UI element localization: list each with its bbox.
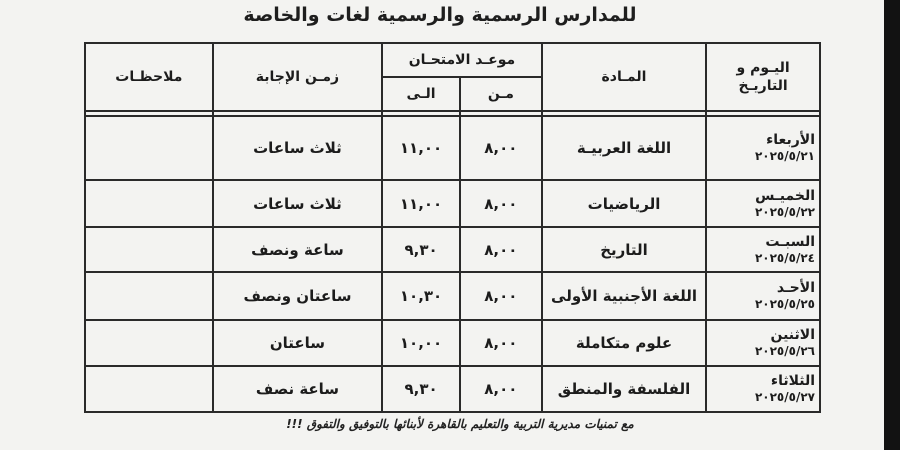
exam-date: ٢٠٢٥/٥/٢٥ xyxy=(754,297,815,312)
from-time-cell: ٨,٠٠ xyxy=(460,227,542,272)
table-row xyxy=(85,180,820,227)
header-day-date-text: اليـوم و التاريـخ xyxy=(736,59,790,94)
day-date-cell xyxy=(706,116,820,180)
from-time-cell: ٨,٠٠ xyxy=(460,116,542,180)
day-name: الثلاثاء xyxy=(770,373,815,390)
subject-cell: اللغة الأجنبية الأولى xyxy=(542,272,707,320)
day-name: الاثنين xyxy=(770,327,815,344)
from-time-cell: ٨,٠٠ xyxy=(460,272,542,320)
day-name: الخميـس xyxy=(755,187,815,204)
day-date-cell xyxy=(706,320,820,366)
day-date-cell xyxy=(706,272,820,320)
from-time-cell: ٨,٠٠ xyxy=(460,180,542,227)
subject-cell: الفلسفة والمنطق xyxy=(542,366,707,412)
to-time-cell: ٩,٣٠ xyxy=(382,366,460,412)
header-duration: زمـن الإجابة xyxy=(213,43,382,111)
exam-date: ٢٠٢٥/٥/٢٧ xyxy=(754,390,815,405)
from-time-cell: ٨,٠٠ xyxy=(460,366,542,412)
header-from: مـن xyxy=(460,77,542,111)
header-exam-time: موعـد الامتحـان xyxy=(382,43,542,77)
exam-date: ٢٠٢٥/٥/٢٦ xyxy=(754,344,815,359)
exam-date: ٢٠٢٥/٥/٢٤ xyxy=(754,250,815,265)
notes-cell xyxy=(85,116,213,180)
subject-cell: التاريخ xyxy=(542,227,707,272)
notes-cell xyxy=(85,366,213,412)
header-day-date xyxy=(706,43,820,111)
to-time-cell: ١٠,٠٠ xyxy=(382,320,460,366)
table-row xyxy=(85,116,820,180)
notes-cell xyxy=(85,320,213,366)
footer-wishes-note: مع تمنيات مديرية التربية والتعليم بالقاهرة لأبنائها بالتوفيق والتفوق !!! xyxy=(286,417,634,431)
duration-cell: ساعتان xyxy=(213,320,382,366)
table-row xyxy=(85,227,820,272)
day-date-cell xyxy=(706,227,820,272)
day-date-cell xyxy=(706,366,820,412)
to-time-cell: ١١,٠٠ xyxy=(382,116,460,180)
header-notes: ملاحظـات xyxy=(85,43,213,111)
duration-cell: ساعة ونصف xyxy=(213,227,382,272)
document-subtitle: للمدارس الرسمية والرسمية لغات والخاصة xyxy=(243,4,637,26)
subject-cell: اللغة العربيـة xyxy=(542,116,707,180)
to-time-cell: ١١,٠٠ xyxy=(382,180,460,227)
subject-cell: الرياضيات xyxy=(542,180,707,227)
duration-cell: ساعة نصف xyxy=(213,366,382,412)
day-date-cell xyxy=(706,180,820,227)
duration-cell: ساعتان ونصف xyxy=(213,272,382,320)
table-row xyxy=(85,320,820,366)
exam-date: ٢٠٢٥/٥/٢١ xyxy=(754,149,815,164)
notes-cell xyxy=(85,227,213,272)
subject-cell: علوم متكاملة xyxy=(542,320,707,366)
header-to: الـى xyxy=(382,77,460,111)
table-row xyxy=(85,272,820,320)
day-name: الأحـد xyxy=(776,280,815,297)
table-row xyxy=(85,366,820,412)
header-subject: المـادة xyxy=(542,43,707,111)
exam-date: ٢٠٢٥/٥/٢٢ xyxy=(754,204,815,219)
day-name: الأربعاء xyxy=(766,132,815,149)
scan-edge xyxy=(884,0,900,450)
day-name: السبـت xyxy=(765,233,815,250)
from-time-cell: ٨,٠٠ xyxy=(460,320,542,366)
exam-schedule-table xyxy=(84,42,821,413)
duration-cell: ثلاث ساعات xyxy=(213,180,382,227)
notes-cell xyxy=(85,180,213,227)
to-time-cell: ٩,٣٠ xyxy=(382,227,460,272)
duration-cell: ثلاث ساعات xyxy=(213,116,382,180)
notes-cell xyxy=(85,272,213,320)
to-time-cell: ١٠,٣٠ xyxy=(382,272,460,320)
